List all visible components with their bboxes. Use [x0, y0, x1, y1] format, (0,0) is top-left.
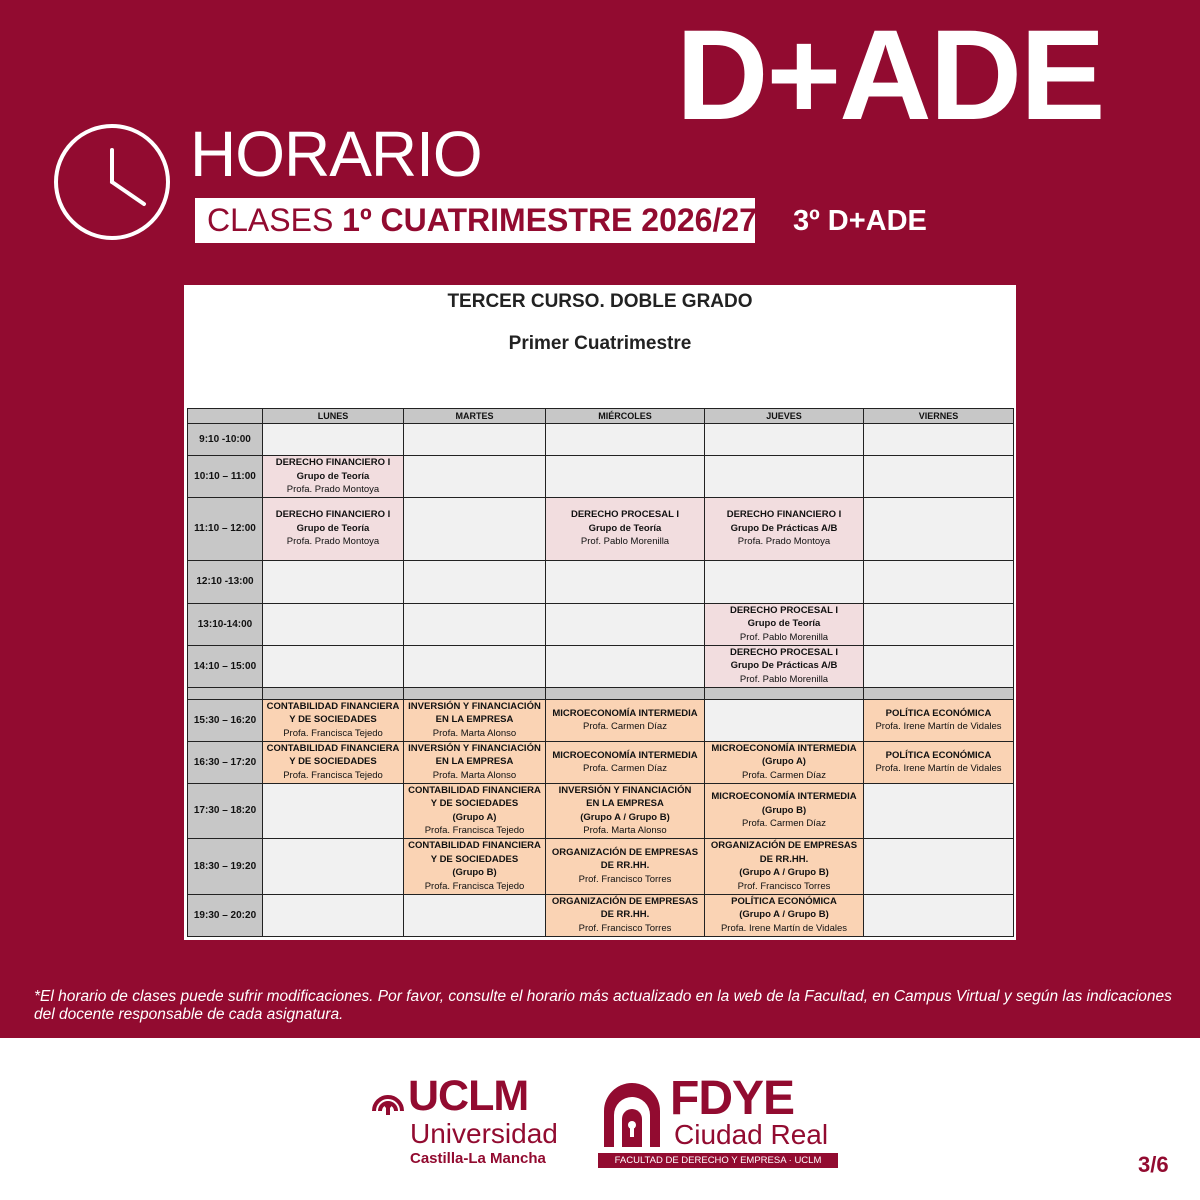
teacher-name: Profa. Francisca Tejedo	[424, 825, 525, 836]
empty-cell	[263, 838, 404, 894]
uclm-wordmark: UCLM	[408, 1072, 529, 1120]
class-cell	[546, 699, 705, 741]
empty-cell	[546, 645, 705, 687]
table-row	[188, 894, 1014, 936]
class-line: (Grupo A / Grupo B)	[739, 867, 829, 878]
class-line: Grupo de Teoría	[296, 470, 370, 482]
teacher-name: Profa. Prado Montoya	[737, 536, 831, 548]
empty-cell	[546, 456, 705, 498]
class-line: POLÍTICA ECONÓMICA	[731, 895, 837, 907]
class-cell	[705, 603, 864, 645]
class-line: EN LA EMPRESA	[435, 714, 514, 726]
teacher-name: Profa. Francisca Tejedo	[283, 769, 383, 781]
schedule-table	[187, 408, 1014, 937]
teacher-name: Profa. Marta Alonso	[432, 769, 517, 781]
empty-cell	[705, 560, 864, 603]
empty-cell	[546, 560, 705, 603]
class-line: Y DE SOCIEDADES	[430, 853, 519, 865]
empty-cell	[404, 456, 546, 498]
class-line: DERECHO FINANCIERO I	[275, 457, 391, 468]
class-line: Grupo De Prácticas A/B	[730, 660, 838, 672]
table-header-row	[188, 409, 1014, 424]
term-label: 1º CUATRIMESTRE 2026/27	[342, 202, 757, 238]
time-cell: 11:10 – 12:00	[188, 497, 263, 560]
empty-cell	[263, 894, 404, 936]
table-row	[188, 456, 1014, 498]
class-line: DE RR.HH.	[600, 860, 650, 872]
table-row	[188, 497, 1014, 560]
class-line: Y DE SOCIEDADES	[289, 714, 377, 726]
class-line: DE RR.HH.	[600, 909, 650, 921]
time-cell: 19:30 – 20:20	[188, 894, 263, 936]
teacher-name: Prof. Francisco Torres	[737, 880, 831, 892]
class-line: DERECHO PROCESAL I	[729, 646, 839, 658]
day-header: MARTES	[404, 409, 546, 424]
class-cell	[705, 645, 864, 687]
course-tag: 3º D+ADE	[793, 205, 927, 237]
time-cell: 13:10-14:00	[188, 603, 263, 645]
empty-cell	[404, 560, 546, 603]
class-line: MICROECONOMÍA INTERMEDIA	[711, 742, 857, 754]
class-line: POLÍTICA ECONÓMICA	[885, 749, 992, 761]
class-line: DERECHO PROCESAL I	[729, 604, 839, 616]
separator-cell	[864, 687, 1014, 699]
empty-cell	[404, 497, 546, 560]
class-line: Grupo de Teoría	[588, 522, 662, 534]
class-cell	[404, 741, 546, 783]
teacher-name: Profa. Prado Montoya	[286, 536, 380, 548]
fdye-logo-icon	[600, 1077, 664, 1151]
empty-cell	[404, 894, 546, 936]
class-cell	[705, 741, 864, 783]
teacher-name: Profa. Carmen Díaz	[742, 818, 826, 830]
class-cell	[263, 699, 404, 741]
class-line: CONTABILIDAD FINANCIERA	[266, 700, 400, 712]
class-cell	[705, 838, 864, 894]
teacher-name: Profa. Irene Martín de Vidales	[875, 763, 1002, 774]
class-line: MICROECONOMÍA INTERMEDIA	[711, 791, 857, 803]
class-line: INVERSIÓN Y FINANCIACIÓN	[408, 742, 541, 754]
class-line: ORGANIZACIÓN DE EMPRESAS	[710, 840, 858, 851]
class-line: DE RR.HH.	[759, 853, 809, 865]
empty-cell	[864, 645, 1014, 687]
class-cell	[263, 456, 404, 498]
teacher-name: Prof. Pablo Morenilla	[739, 673, 829, 685]
class-line: INVERSIÓN Y FINANCIACIÓN	[408, 700, 541, 712]
class-cell	[546, 894, 705, 936]
empty-cell	[404, 603, 546, 645]
empty-cell	[864, 783, 1014, 838]
day-header: MIÉRCOLES	[546, 409, 705, 424]
fdye-band: FACULTAD DE DERECHO Y EMPRESA · UCLM	[598, 1153, 838, 1168]
empty-cell	[404, 645, 546, 687]
class-line: DERECHO FINANCIERO I	[275, 509, 391, 521]
empty-cell	[864, 456, 1014, 498]
class-line: Y DE SOCIEDADES	[430, 798, 519, 809]
separator-cell	[705, 687, 864, 699]
class-line: (Grupo A)	[452, 811, 497, 823]
class-cell	[263, 741, 404, 783]
class-line: MICROECONOMÍA INTERMEDIA	[552, 707, 698, 719]
teacher-name: Profa. Francisca Tejedo	[424, 880, 525, 892]
empty-cell	[864, 603, 1014, 645]
teacher-name: Profa. Francisca Tejedo	[283, 727, 383, 739]
time-cell: 15:30 – 16:20	[188, 699, 263, 741]
teacher-name: Profa. Irene Martín de Vidales	[720, 922, 848, 934]
time-cell: 12:10 -13:00	[188, 560, 263, 603]
separator-cell	[263, 687, 404, 699]
class-line: Y DE SOCIEDADES	[289, 756, 377, 768]
class-cell	[404, 783, 546, 838]
fdye-wordmark: FDYE	[670, 1072, 795, 1125]
empty-cell	[263, 424, 404, 456]
separator-cell	[404, 687, 546, 699]
clock-icon	[52, 122, 172, 242]
empty-cell	[263, 560, 404, 603]
class-cell	[864, 741, 1014, 783]
table-row	[188, 699, 1014, 741]
class-line: (Grupo A / Grupo B)	[580, 811, 670, 823]
lunch-separator-row	[188, 687, 1014, 699]
empty-cell	[546, 424, 705, 456]
time-cell: 14:10 – 15:00	[188, 645, 263, 687]
class-cell	[864, 699, 1014, 741]
empty-cell	[263, 603, 404, 645]
day-header: VIERNES	[864, 409, 1014, 424]
separator-cell	[546, 687, 705, 699]
class-line: (Grupo A)	[762, 756, 806, 768]
class-line: INVERSIÓN Y FINANCIACIÓN	[558, 784, 692, 796]
class-line: ORGANIZACIÓN DE EMPRESAS	[551, 895, 699, 907]
empty-cell	[705, 456, 864, 498]
teacher-name: Profa. Carmen Díaz	[583, 763, 667, 774]
class-line: CONTABILIDAD FINANCIERA	[266, 742, 400, 754]
class-line: DERECHO PROCESAL I	[570, 509, 680, 521]
teacher-name: Prof. Francisco Torres	[578, 922, 672, 934]
teacher-name: Prof. Pablo Morenilla	[739, 631, 829, 643]
teacher-name: Profa. Carmen Díaz	[583, 721, 667, 732]
table-row	[188, 645, 1014, 687]
empty-cell	[864, 424, 1014, 456]
table-row	[188, 741, 1014, 783]
uclm-subtitle: Universidad	[410, 1118, 558, 1149]
fdye-subtitle: Ciudad Real	[674, 1119, 829, 1150]
table-row	[188, 560, 1014, 603]
table-row	[188, 783, 1014, 838]
time-cell: 18:30 – 19:20	[188, 838, 263, 894]
class-line: (Grupo B)	[452, 867, 497, 878]
class-cell	[705, 894, 864, 936]
degree-title: D+ADE	[676, 4, 1104, 147]
fdye-logo[interactable]	[598, 1072, 838, 1170]
time-cell: 16:30 – 17:20	[188, 741, 263, 783]
separator-cell	[188, 687, 263, 699]
class-line: CONTABILIDAD FINANCIERA	[408, 840, 541, 851]
teacher-name: Profa. Prado Montoya	[286, 484, 380, 495]
term-prefix: CLASES	[207, 202, 334, 238]
class-cell	[263, 497, 404, 560]
class-line: ORGANIZACIÓN DE EMPRESAS	[551, 846, 699, 858]
uclm-logo[interactable]	[370, 1072, 570, 1170]
class-cell	[546, 838, 705, 894]
table-row	[188, 603, 1014, 645]
empty-cell	[263, 783, 404, 838]
class-line: MICROECONOMÍA INTERMEDIA	[552, 749, 698, 761]
class-cell	[705, 783, 864, 838]
empty-cell	[864, 838, 1014, 894]
empty-cell	[864, 497, 1014, 560]
teacher-name: Profa. Marta Alonso	[583, 825, 667, 836]
table-row	[188, 424, 1014, 456]
class-cell	[404, 838, 546, 894]
day-header: JUEVES	[705, 409, 864, 424]
disclaimer-note: *El horario de clases puede sufrir modificaciones. Por favor, consulte el horario más actualizado en la web de la Facultad, en Campus Virtual y según las indicaciones del docente responsable de cada asignatura.	[34, 988, 1172, 1023]
schedule-subtitle: Primer Cuatrimestre	[508, 333, 692, 354]
class-line: Grupo de Teoría	[747, 618, 821, 630]
class-line: CONTABILIDAD FINANCIERA	[408, 784, 541, 796]
class-cell	[546, 497, 705, 560]
class-cell	[705, 497, 864, 560]
uclm-region: Castilla-La Mancha	[410, 1150, 546, 1167]
time-cell: 17:30 – 18:20	[188, 783, 263, 838]
table-row	[188, 838, 1014, 894]
empty-cell	[705, 699, 864, 741]
class-line: (Grupo B)	[761, 804, 807, 816]
empty-cell	[263, 645, 404, 687]
empty-cell	[864, 560, 1014, 603]
schedule-title: TERCER CURSO. DOBLE GRADO	[447, 291, 753, 312]
class-line: EN LA EMPRESA	[586, 798, 664, 809]
schedule-sheet	[184, 285, 1016, 940]
day-header: LUNES	[263, 409, 404, 424]
teacher-name: Profa. Carmen Díaz	[742, 769, 826, 781]
teacher-name: Prof. Francisco Torres	[578, 873, 672, 885]
empty-cell	[546, 603, 705, 645]
page-indicator: 3/6	[1138, 1152, 1169, 1177]
horario-heading: HORARIO	[190, 118, 482, 190]
teacher-name: Prof. Pablo Morenilla	[580, 536, 670, 548]
empty-cell	[864, 894, 1014, 936]
uclm-logo-icon	[370, 1077, 406, 1117]
class-line: EN LA EMPRESA	[435, 756, 514, 768]
class-line: POLÍTICA ECONÓMICA	[885, 707, 992, 719]
class-line: (Grupo A / Grupo B)	[739, 909, 829, 921]
class-cell	[404, 699, 546, 741]
class-cell	[546, 741, 705, 783]
class-cell	[546, 783, 705, 838]
empty-cell	[404, 424, 546, 456]
header-corner	[188, 409, 263, 424]
time-cell: 9:10 -10:00	[188, 424, 263, 456]
class-line: Grupo De Prácticas A/B	[730, 522, 838, 534]
time-cell: 10:10 – 11:00	[188, 456, 263, 498]
empty-cell	[705, 424, 864, 456]
teacher-name: Profa. Irene Martín de Vidales	[875, 721, 1002, 732]
teacher-name: Profa. Marta Alonso	[432, 727, 517, 739]
class-line: DERECHO FINANCIERO I	[726, 509, 842, 521]
class-line: Grupo de Teoría	[296, 522, 370, 534]
term-banner	[195, 198, 755, 243]
